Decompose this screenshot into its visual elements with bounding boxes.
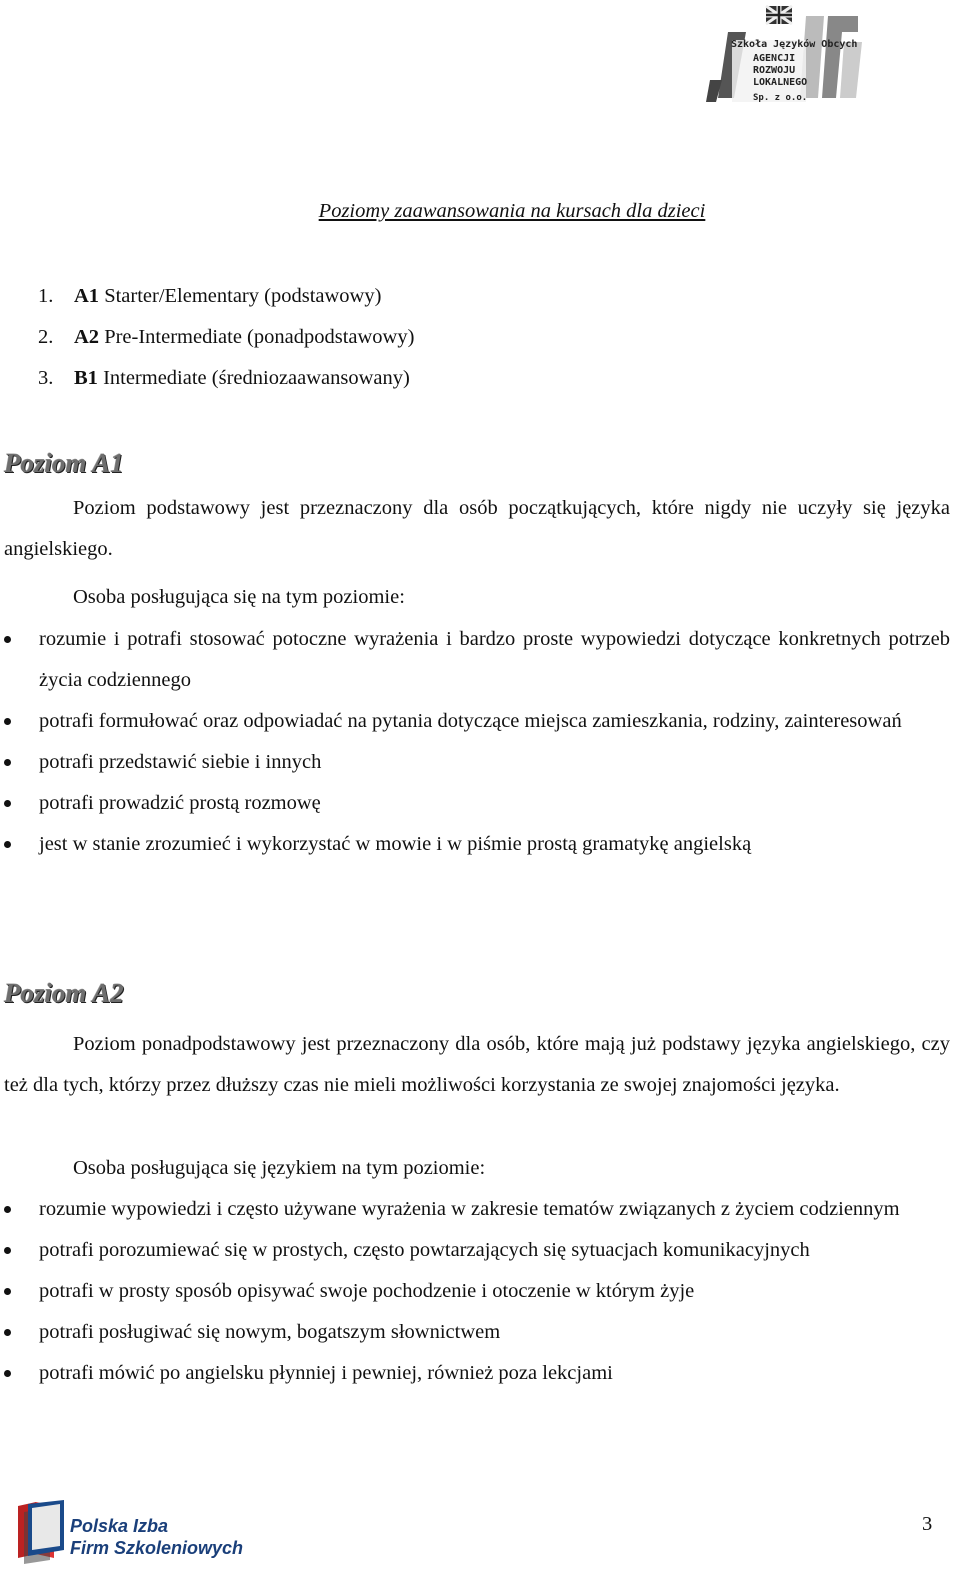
list-item: potrafi w prosty sposób opisywać swoje pochodzenie i otoczenie w którym żyje xyxy=(4,1271,950,1312)
uk-flag-icon xyxy=(766,6,792,24)
bullet-icon xyxy=(4,718,11,725)
level-code: A1 xyxy=(74,285,100,307)
list-item: potrafi mówić po angielsku płynniej i pewniej, również poza lekcjami xyxy=(4,1353,950,1394)
bullet-icon xyxy=(4,800,11,807)
school-logo-graphic xyxy=(706,2,864,104)
list-item: rozumie i potrafi stosować potoczne wyrażenia i bardzo proste wypowiedzi dotyczące konkretnych potrzeb życia codziennego xyxy=(4,619,950,701)
section-heading-a2: Poziom A2 xyxy=(4,978,124,1008)
a2-intro: Poziom ponadpodstawowy jest przeznaczony dla osób, które mają już podstawy języka angielskiego, czy też dla tych, którzy przez dłuższy czas nie mieli możliwości korzystania ze swojej znajomości języka. xyxy=(4,1033,950,1096)
pifs-logo xyxy=(14,1498,244,1564)
list-item: rozumie wypowiedzi i często używane wyrażenia w zakresie tematów związanych z życiem codziennym xyxy=(4,1189,950,1230)
pifs-line2: Firm Szkoleniowych xyxy=(70,1538,244,1558)
level-item xyxy=(38,364,414,405)
bullet-icon xyxy=(4,1247,11,1254)
level-code: A2 xyxy=(74,326,100,348)
a1-lead: Osoba posługująca się na tym poziomie: xyxy=(73,586,405,608)
bullet-icon xyxy=(4,841,11,848)
level-number: 3. xyxy=(38,367,54,389)
pifs-line1: Polska Izba xyxy=(70,1516,169,1536)
bullet-icon xyxy=(4,1329,11,1336)
a1-intro: Poziom podstawowy jest przeznaczony dla osób początkujących, które nigdy nie uczyły się języka angielskiego. xyxy=(4,497,950,560)
pifs-logo-graphic xyxy=(14,1498,244,1564)
a2-bullet-list xyxy=(4,1189,950,1394)
list-item: potrafi porozumiewać się w prostych, często powtarzających się sytuacjach komunikacyjnych xyxy=(4,1230,950,1271)
page-number: 3 xyxy=(922,1513,933,1535)
level-number: 1. xyxy=(38,285,54,307)
a1-bullet-list xyxy=(4,619,950,865)
logo-line5: Sp. z o.o. xyxy=(753,93,808,103)
a2-lead: Osoba posługująca się językiem na tym poziomie: xyxy=(73,1157,486,1179)
list-item: potrafi przedstawić siebie i innych xyxy=(4,742,950,783)
level-code: B1 xyxy=(74,367,98,389)
bullet-icon xyxy=(4,1206,11,1213)
levels-list xyxy=(38,282,414,405)
logo-line2: AGENCJI xyxy=(753,53,796,64)
level-label: Pre-Intermediate (ponadpodstawowy) xyxy=(99,326,415,348)
book-icon xyxy=(18,1500,64,1564)
logo-line4: LOKALNEGO xyxy=(753,77,808,88)
school-logo xyxy=(706,2,864,104)
list-item: potrafi prowadzić prostą rozmowę xyxy=(4,783,950,824)
list-item: jest w stanie zrozumieć i wykorzystać w mowie i w piśmie prostą gramatykę angielską xyxy=(4,824,950,865)
level-label: Intermediate (średniozaawansowany) xyxy=(97,367,410,389)
bullet-icon xyxy=(4,636,11,643)
bullet-icon xyxy=(4,1288,11,1295)
bullet-icon xyxy=(4,1370,11,1377)
level-number: 2. xyxy=(38,326,54,348)
list-item: potrafi formułować oraz odpowiadać na pytania dotyczące miejsca zamieszkania, rodziny, zainteresowań xyxy=(4,701,950,742)
level-item xyxy=(38,282,414,323)
document-title: Poziomy zaawansowania na kursach dla dzieci xyxy=(318,200,706,222)
logo-line1: Szkoła Języków Obcych xyxy=(731,39,858,50)
bullet-icon xyxy=(4,759,11,766)
list-item: potrafi posługiwać się nowym, bogatszym słownictwem xyxy=(4,1312,950,1353)
level-item xyxy=(38,323,414,364)
level-label: Starter/Elementary (podstawowy) xyxy=(99,285,382,307)
section-heading-a1: Poziom A1 xyxy=(4,448,124,478)
logo-line3: ROZWOJU xyxy=(753,65,796,76)
